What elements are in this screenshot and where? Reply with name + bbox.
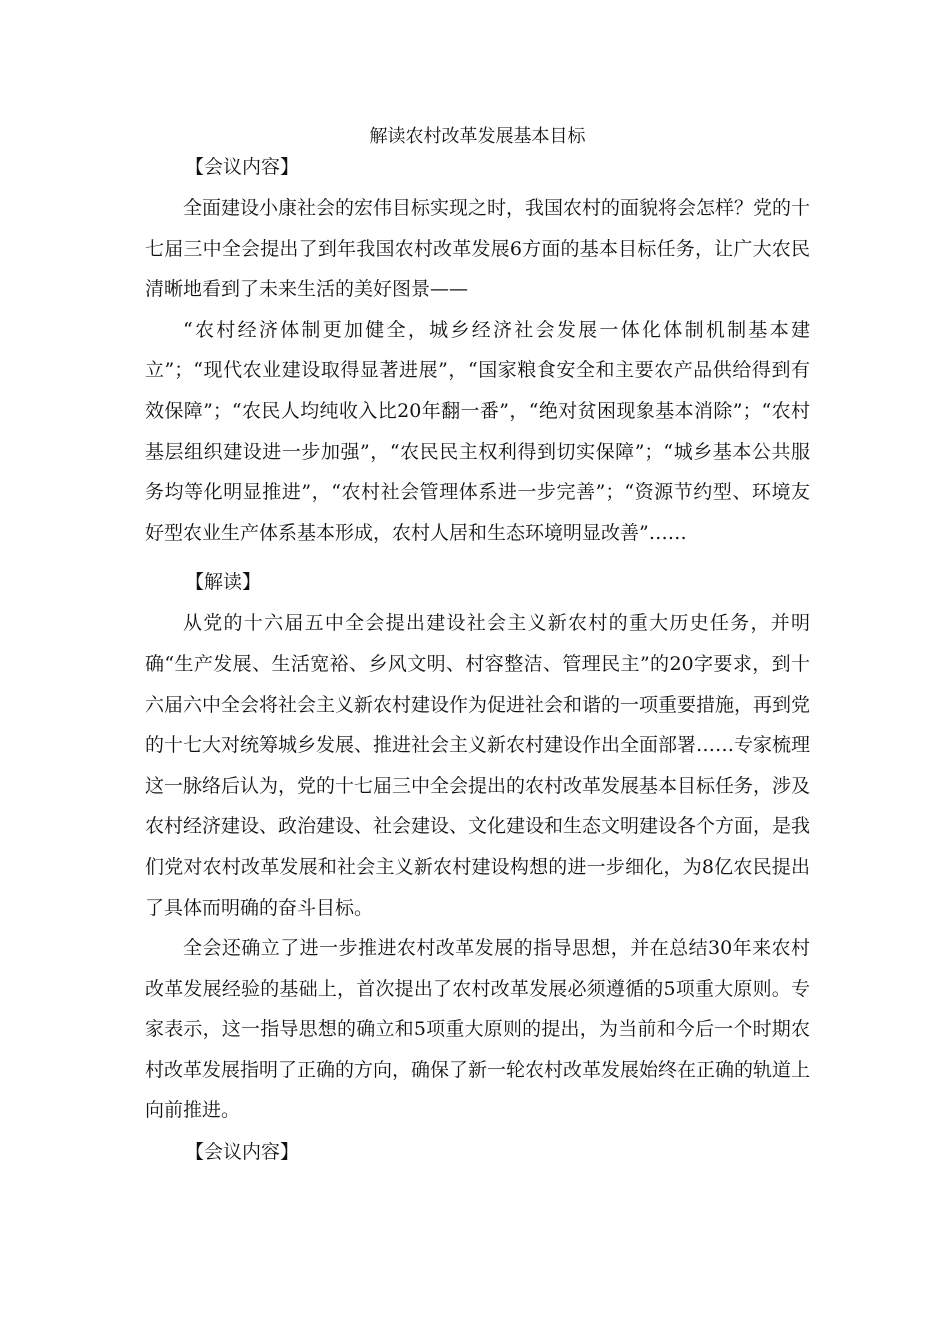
paragraph-quotes: “农村经济体制更加健全，城乡经济社会发展一体化体制机制基本建立”；“现代农业建设取得显著进展”，“国家粮食安全和主要农产品供给得到有效保障”；“农民人均纯收入比20年翻一番”，“绝对贫困现象基本消除”；“农村基层组织建设进一步加强”，“农民民主权利得到切实保障”；“城乡基本公共服务均等化明显推进”，“农村社会管理体系进一步完善”；“资源节约型、环境友好型农业生产体系基本形成，农村人居和生态环境明显改善”…… <box>145 318 810 544</box>
paragraph: 全会还确立了进一步推进农村改革发展的指导思想，并在总结30年来农村改革发展经验的基础上，首次提出了农村改革发展必须遵循的5项重大原则。专家表示，这一指导思想的确立和5项重大原则的提出，为当前和今后一个时期农村改革发展指明了正确的方向，确保了新一轮农村改革发展始终在正确的轨道上向前推进。 <box>145 937 811 1122</box>
paragraph: 从党的十六届五中全会提出建设社会主义新农村的重大历史任务，并明确“生产发展、生活宽裕、乡风文明、村容整洁、管理民主”的20字要求，到十六届六中全会将社会主义新农村建设作为促进社会和谐的一项重要措施，再到党的十七大对统筹城乡发展、推进社会主义新农村建设作出全面部署……专家梳理这一脉络后认为，党的十七届三中全会提出的农村改革发展基本目标任务，涉及农村经济建设、政治建设、社会建设、文化建设和生态文明建设各个方面，是我们党对农村改革发展和社会主义新农村建设构想的进一步细化，为8亿农民提出了具体而明确的奋斗目标。 <box>145 612 811 919</box>
document-page <box>145 122 810 1173</box>
section-heading-meeting-content: 【会议内容】 <box>185 156 300 178</box>
paragraph: 全面建设小康社会的宏伟目标实现之时，我国农村的面貌将会怎样？党的十七届三中全会提出了到年我国农村改革发展6方面的基本目标任务，让广大农民清晰地看到了未来生活的美好图景—— <box>145 197 811 301</box>
section-heading-interpretation: 【解读】 <box>185 571 262 594</box>
spacer <box>145 553 810 567</box>
document-title: 解读农村改革发展基本目标 <box>369 126 586 147</box>
section-heading-meeting-content: 【会议内容】 <box>185 1141 300 1164</box>
